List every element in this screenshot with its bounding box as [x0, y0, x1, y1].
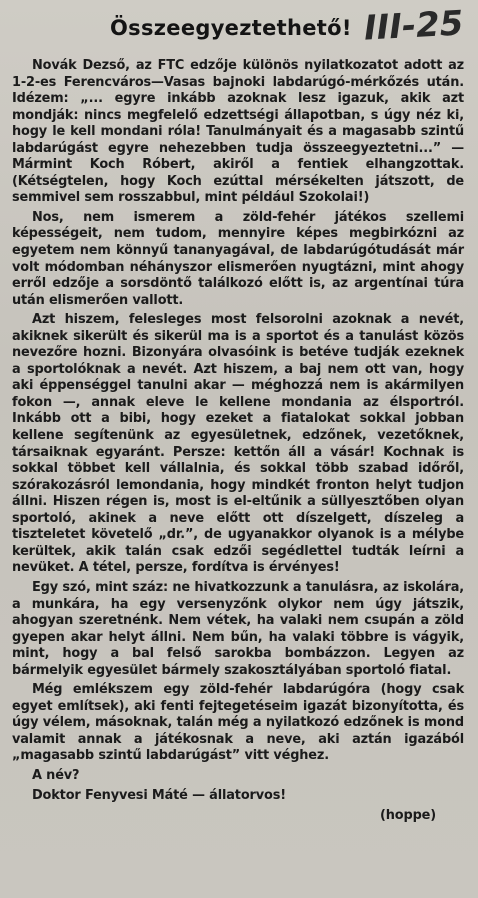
- paragraph-3: Azt hiszem, felesleges most felsorolni azoknak a nevét, akiknek sikerült és sikerül ma is a sportot és a tanulást közös nevezőre hozni. Bizonyára olvasóink is betéve tudják ezeknek a sportolóknak a nevét. Azt hiszem, a baj nem ott van, hogy aki éppenséggel tanulni akar — méghozzá nem is akármilyen fokon —, annak eleve le kellene mondania az élsportról. Inkább ott a bibi, hogy ezeket a fiatalokat sokkal jobban kellene segítenünk az egyesületnek, edzőnek, vezetőknek, társaiknak egyaránt. Persze: kettőn áll a vásár! Kochnak is sokkal többet kell vállalnia, és sokkal több szabad időről, szórakozásról lemondania, hogy mindkét fronton helyt tudjon állni. Hiszen régen is, most is el-eltűnik a süllyesztőben olyan sportoló, akinek a neve előtt ott díszelgett, díszeleg a tiszteletet követelő „dr.”, de ugyanakkor olyanok is a mélybe kerültek, akik talán csak edzői segédlettel tudták leírni a nevüket. A tétel, persze, fordítva is érvényes!: [12, 312, 464, 576]
- closing-answer: Doktor Fenyvesi Máté — állatorvos!: [32, 787, 286, 803]
- closing-question: A név?: [32, 767, 80, 783]
- article-headline: Összeegyeztethető!: [110, 16, 352, 40]
- article-body: [12, 58, 464, 825]
- byline: (hoppe): [380, 808, 436, 824]
- paragraph-2: Nos, nem ismerem a zöld-fehér játékos szellemi képességeit, nem tudom, mennyire képes megbirkózni az egyetem nem könnyű tananyagával, de labdarúgótudását már volt módomban néhányszor elismerően nyugtázni, mint ahogy erről edzője a sorsdöntő találkozó előtt is, az argentínai túra után elismerően vallott.: [12, 209, 464, 308]
- headline-row: [12, 3, 465, 52]
- handwritten-note: III-25: [363, 3, 465, 49]
- paragraph-1: Novák Dezső, az FTC edzője különös nyilatkozatot adott az 1-2-es Ferencváros—Vasas bajnoki labdarúgó-mérkőzés után. Idézem: „... egyre inkább azoknak lesz igazuk, akik azt mondják: nincs megfelelő edzettségi állapotban, s úgy néz ki, hogy le kell mondani róla! Tanulmányait és a magasabb szintű labdarúgást egyre nehezebben tudja összeegyeztetni...” — Mármint Koch Róbert, akiről a fentiek elhangzottak. (Kétségtelen, hogy Koch ezúttal mérsékelten játszott, de semmivel sem rosszabbul, mint például Szokolai!): [12, 58, 464, 206]
- paragraph-5: Még emlékszem egy zöld-fehér labdarúgóra (hogy csak egyet említsek), aki fenti fejtegetéseim igazát bizonyította, és úgy vélem, másoknak, talán még a nyilatkozó edzőnek is mond valamit annak a játékosnak a neve, aki aztán igazából „magasabb szintű labdarúgást” vitt véghez.: [12, 682, 464, 764]
- paragraph-4: Egy szó, mint száz: ne hivatkozzunk a tanulásra, az iskolára, a munkára, ha egy versenyzőnk olykor nem úgy játszik, ahogyan szeretnénk. Nem vétek, ha valaki nem csupán a zöld gyepen akar helyt állni. Nem bűn, ha valaki többre is vágyik, mint, hogy a bal felső sarokba bombázzon. Legyen az bármelyik egyesület bármely szakosztályában sportoló fiatal.: [12, 579, 464, 678]
